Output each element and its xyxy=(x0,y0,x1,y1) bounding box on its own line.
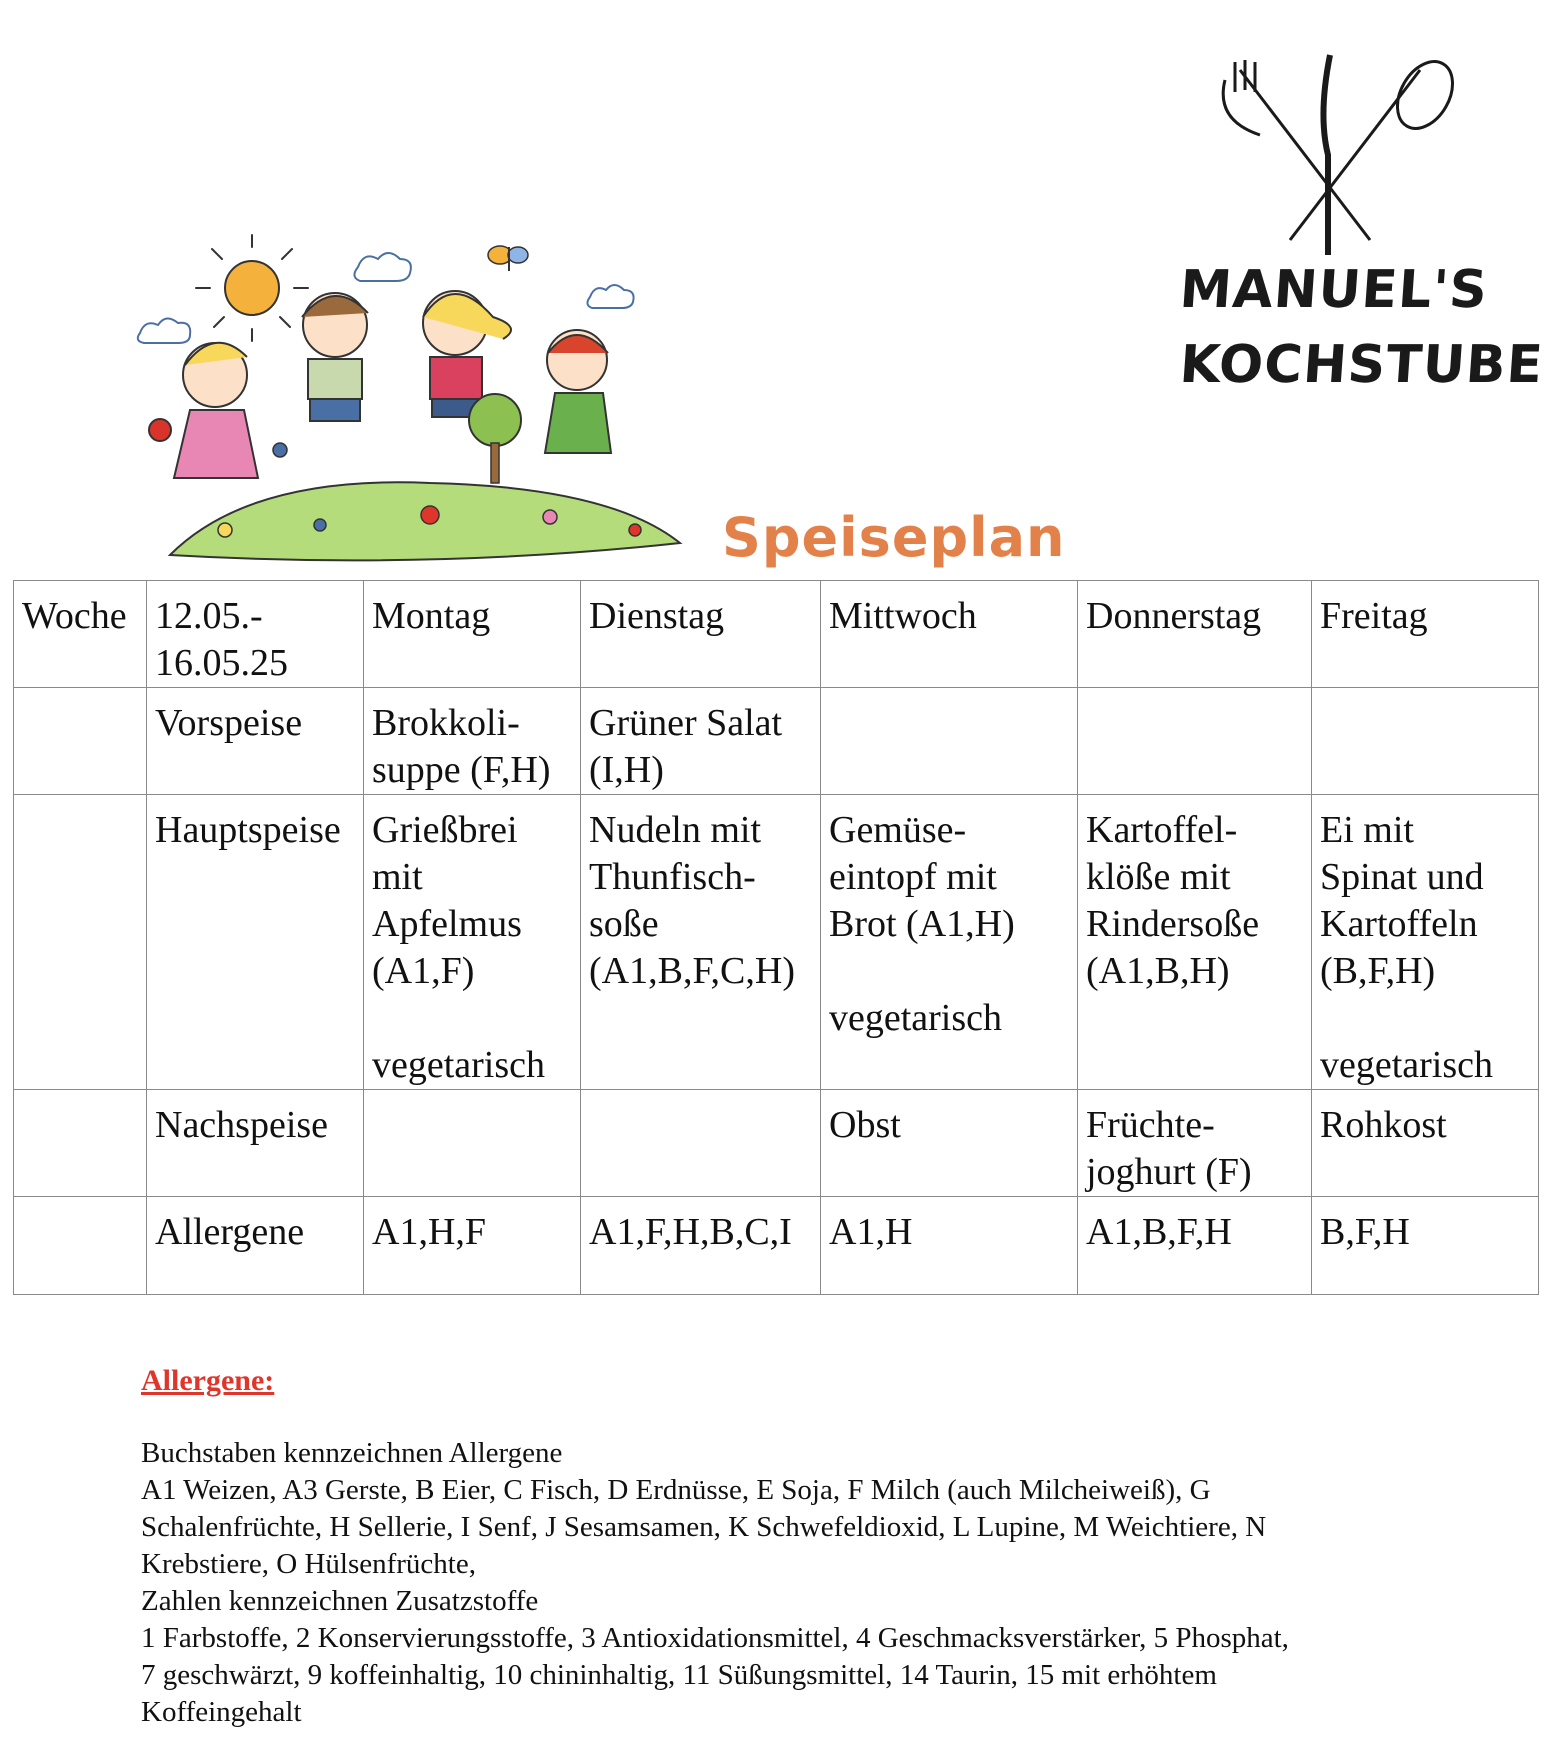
hauptspeise-montag: Grießbrei mit Apfelmus (A1,F) vegetarisch xyxy=(364,795,581,1090)
legend-line: A1 Weizen, A3 Gerste, B Eier, C Fisch, D Erdnüsse, E Soja, F Milch (auch Milcheiweiß), G xyxy=(141,1474,1211,1506)
logo-text-line1: MANUEL'S xyxy=(1177,260,1490,320)
day-header-dienstag: Dienstag xyxy=(581,581,821,688)
allergene-mittwoch: A1,H xyxy=(821,1197,1078,1295)
hauptspeise-dienstag: Nudeln mit Thunfisch- soße (A1,B,F,C,H) xyxy=(581,795,821,1090)
row-label: Hauptspeise xyxy=(147,795,364,1090)
legend-line: Zahlen kennzeichnen Zusatzstoffe xyxy=(141,1585,539,1617)
empty-cell xyxy=(14,1090,147,1197)
hauptspeise-mittwoch: Gemüse- eintopf mit Brot (A1,H) vegetarisch xyxy=(821,795,1078,1090)
legend-line: 7 geschwärzt, 9 koffeinhaltig, 10 chininhaltig, 11 Süßungsmittel, 14 Taurin, 15 mit erhöhtem xyxy=(141,1659,1217,1691)
day-header-mittwoch: Mittwoch xyxy=(821,581,1078,688)
nachspeise-mittwoch: Obst xyxy=(821,1090,1078,1197)
tree-icon xyxy=(469,394,521,483)
table-row-hauptspeise xyxy=(14,795,1539,1090)
menu-table xyxy=(13,580,1539,1295)
row-label: Nachspeise xyxy=(147,1090,364,1197)
table-row-vorspeise xyxy=(14,688,1539,795)
kid-figure xyxy=(174,343,258,478)
hauptspeise-freitag: Ei mit Spinat und Kartoffeln (B,F,H) vegetarisch xyxy=(1312,795,1539,1090)
day-header-donnerstag: Donnerstag xyxy=(1078,581,1312,688)
legend-heading: Allergene: xyxy=(141,1364,275,1397)
vorspeise-freitag xyxy=(1312,688,1539,795)
week-range-line1: 12.05.- xyxy=(155,595,263,637)
row-label: Vorspeise xyxy=(147,688,364,795)
allergene-dienstag: A1,F,H,B,C,I xyxy=(581,1197,821,1295)
day-header-freitag: Freitag xyxy=(1312,581,1539,688)
allergene-freitag: B,F,H xyxy=(1312,1197,1539,1295)
logo xyxy=(1177,50,1546,400)
empty-cell xyxy=(14,688,147,795)
page-title: Speiseplan xyxy=(722,506,1066,569)
vegetarian-note: vegetarisch xyxy=(372,1044,546,1086)
legend-line: Buchstaben kennzeichnen Allergene xyxy=(141,1437,563,1469)
nachspeise-montag xyxy=(364,1090,581,1197)
kid-figure xyxy=(545,330,611,453)
vorspeise-donnerstag xyxy=(1078,688,1312,795)
allergene-montag: A1,H,F xyxy=(364,1197,581,1295)
week-label: Woche xyxy=(22,595,127,637)
sun-icon xyxy=(196,235,308,341)
legend-line: Schalenfrüchte, H Sellerie, I Senf, J Sesamsamen, K Schwefeldioxid, L Lupine, M Weichtiere, N xyxy=(141,1511,1267,1543)
row-label: Allergene xyxy=(147,1197,364,1295)
hauptspeise-donnerstag: Kartoffel- klöße mit Rindersoße (A1,B,H) xyxy=(1078,795,1312,1090)
nachspeise-dienstag xyxy=(581,1090,821,1197)
allergen-legend xyxy=(141,1362,1471,1731)
vorspeise-mittwoch xyxy=(821,688,1078,795)
logo-text-line2: KOCHSTUBE xyxy=(1177,335,1546,395)
vegetarian-note: vegetarisch xyxy=(1320,1044,1494,1086)
cutlery-icon xyxy=(1180,50,1480,260)
day-header-montag: Montag xyxy=(364,581,581,688)
vorspeise-montag: Brokkoli- suppe (F,H) xyxy=(364,688,581,795)
vorspeise-dienstag: Grüner Salat (I,H) xyxy=(581,688,821,795)
table-row-nachspeise xyxy=(14,1090,1539,1197)
week-range-cell xyxy=(147,581,364,688)
butterfly-icon xyxy=(488,246,528,271)
table-row-allergene xyxy=(14,1197,1539,1295)
empty-cell xyxy=(14,795,147,1090)
nachspeise-freitag: Rohkost xyxy=(1312,1090,1539,1197)
table-header-row xyxy=(14,581,1539,688)
empty-cell xyxy=(14,1197,147,1295)
kid-figure xyxy=(302,293,368,421)
week-range-line2: 16.05.25 xyxy=(155,642,288,684)
legend-line: Koffeingehalt xyxy=(141,1696,302,1728)
legend-line: Krebstiere, O Hülsenfrüchte, xyxy=(141,1548,476,1580)
week-label-cell xyxy=(14,581,147,688)
nachspeise-donnerstag: Früchte- joghurt (F) xyxy=(1078,1090,1312,1197)
allergene-donnerstag: A1,B,F,H xyxy=(1078,1197,1312,1295)
vegetarian-note: vegetarisch xyxy=(829,997,1003,1039)
kids-illustration xyxy=(130,225,700,575)
legend-line: 1 Farbstoffe, 2 Konservierungsstoffe, 3 Antioxidationsmittel, 4 Geschmacksverstärker, 5 Phosphat, xyxy=(141,1622,1289,1654)
